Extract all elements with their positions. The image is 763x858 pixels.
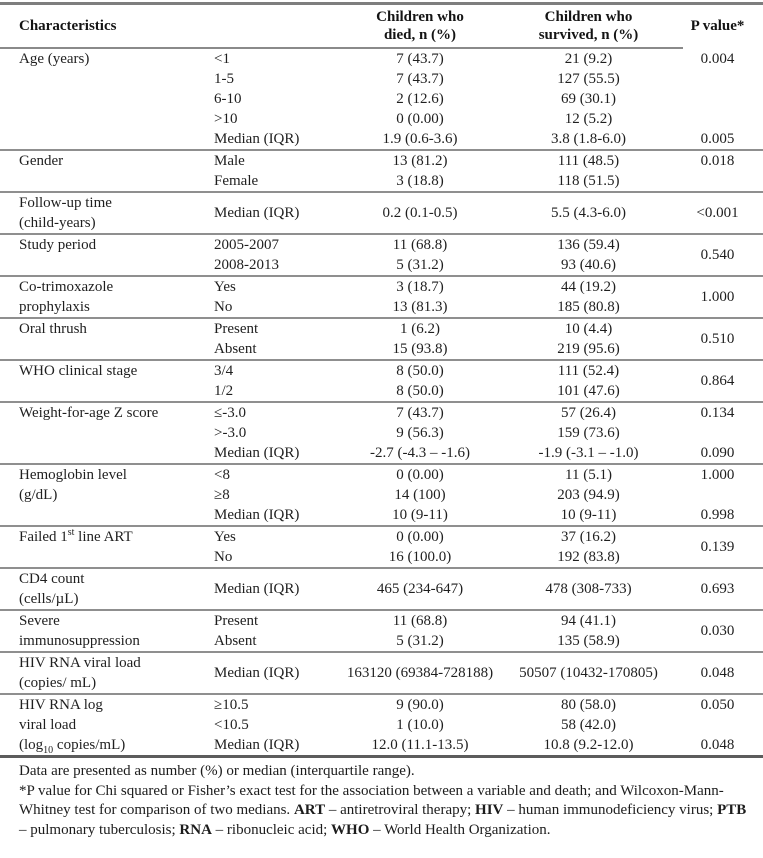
died-value-cell: 11 (68.8): [392, 237, 448, 253]
row-label: Gender: [19, 153, 64, 169]
table-section: [0, 463, 763, 525]
table-body: [0, 49, 763, 755]
subcategory-cell: <10.5: [214, 717, 249, 733]
table-section: [0, 651, 763, 693]
p-value-cell: 0.004: [700, 51, 735, 67]
c3-column: [335, 277, 505, 317]
row-label: viral load: [19, 717, 77, 733]
row-label: (copies/ mL): [19, 675, 97, 691]
died-value-cell: 2 (12.6): [396, 91, 444, 107]
row-label: Co-trimoxazole: [19, 279, 114, 295]
p-value-cell: 0.139: [700, 539, 735, 555]
p-value-cell: 0.048: [700, 737, 735, 753]
row-label-part: copies/mL): [53, 737, 126, 753]
subcategory-cell: No: [214, 549, 233, 565]
p-value-cell: 0.005: [700, 131, 735, 147]
subcategory-cell: 2005-2007: [214, 237, 279, 253]
c2-column: [210, 193, 335, 233]
footnote-text: – ribonucleic acid;: [211, 821, 332, 838]
c2-column: [210, 527, 335, 567]
died-value-cell: 0 (0.00): [396, 467, 444, 483]
died-value-cell: 5 (31.2): [396, 633, 444, 649]
died-value-cell: 465 (234-647): [376, 581, 464, 597]
p-value-cell: 0.018: [700, 153, 735, 169]
footnote-text: – human immunodeficiency virus;: [503, 802, 718, 818]
table-section: [0, 693, 763, 755]
characteristic-label-column: [0, 611, 210, 651]
c2-column: [210, 235, 335, 275]
p-value-cell: [672, 715, 763, 735]
abbreviation: WHO: [331, 821, 370, 838]
p-value-cell: 0.134: [700, 405, 735, 421]
table-section: [0, 567, 763, 609]
c3-column: [335, 611, 505, 651]
table-section: [0, 149, 763, 191]
header-children-died-line1: Children who: [376, 9, 464, 25]
header-children-died-line2: died, n (%): [383, 27, 457, 43]
p-value-cell: 1.000: [700, 289, 735, 305]
characteristic-label-column: [0, 403, 210, 463]
p-value-cell: 0.048: [700, 665, 735, 681]
c3-column: [335, 319, 505, 359]
subcategory-cell: Median (IQR): [214, 581, 300, 597]
survived-value-cell: 80 (58.0): [561, 697, 616, 713]
row-label: Age (years): [19, 51, 90, 67]
subcategory-cell: Female: [214, 173, 259, 189]
p-value-column: [672, 151, 763, 191]
survived-value-cell: 10.8 (9.2-12.0): [543, 737, 634, 753]
c2-column: [210, 277, 335, 317]
row-label: Follow-up time: [19, 195, 112, 211]
header-characteristics: Characteristics: [19, 17, 117, 34]
survived-value-cell: 127 (55.5): [557, 71, 620, 87]
died-value-cell: 7 (43.7): [396, 51, 444, 67]
subcategory-cell: ≤-3.0: [214, 405, 246, 421]
c3-column: [335, 569, 505, 609]
c2-column: [210, 403, 335, 463]
survived-value-cell: 192 (83.8): [557, 549, 620, 565]
characteristic-label-column: [0, 151, 210, 191]
subcategory-cell: ≥8: [214, 487, 230, 503]
p-value-column: [672, 527, 763, 567]
subcategory-cell: Male: [214, 153, 245, 169]
footnote-data-presentation: Data are presented as number (%) or median (interquartile range).: [19, 763, 415, 779]
subcategory-cell: 1-5: [214, 71, 234, 87]
died-value-cell: 3 (18.8): [396, 173, 444, 189]
subcategory-cell: Absent: [214, 633, 257, 649]
characteristic-label-column: [0, 319, 210, 359]
c2-column: [210, 569, 335, 609]
c4-column: [505, 465, 672, 525]
abbreviation: PTB: [717, 802, 747, 818]
c4-column: [505, 569, 672, 609]
p-value-cell: <0.001: [696, 205, 739, 221]
c3-column: [335, 695, 505, 755]
died-value-cell: 14 (100): [394, 487, 446, 503]
died-value-cell: 1 (10.0): [396, 717, 444, 733]
p-value-cell: [672, 69, 763, 89]
survived-value-cell: 219 (95.6): [557, 341, 620, 357]
died-value-cell: 163120 (69384-728188): [346, 665, 494, 681]
characteristic-label-column: [0, 465, 210, 525]
survived-value-cell: 57 (26.4): [561, 405, 616, 421]
c4-column: [505, 611, 672, 651]
survived-value-cell: 159 (73.6): [557, 425, 620, 441]
characteristic-label-column: [0, 235, 210, 275]
row-label: CD4 count: [19, 571, 85, 587]
p-value-column: [672, 569, 763, 609]
survived-value-cell: 58 (42.0): [561, 717, 616, 733]
table-section: [0, 233, 763, 275]
table-section: [0, 359, 763, 401]
survived-value-cell: 111 (48.5): [557, 153, 620, 169]
characteristic-label-column: [0, 361, 210, 401]
c4-column: [505, 235, 672, 275]
c4-column: [505, 319, 672, 359]
subcategory-cell: Present: [214, 613, 259, 629]
died-value-cell: 9 (90.0): [396, 697, 444, 713]
characteristic-label-column: [0, 277, 210, 317]
c2-column: [210, 151, 335, 191]
p-value-cell: [672, 423, 763, 443]
c4-column: [505, 527, 672, 567]
survived-value-cell: 12 (5.2): [564, 111, 613, 127]
subcategory-cell: Absent: [214, 341, 257, 357]
subcategory-cell: Median (IQR): [214, 507, 300, 523]
table-section: [0, 49, 763, 149]
subcategory-cell: Present: [214, 321, 259, 337]
died-value-cell: 10 (9-11): [392, 507, 448, 523]
died-value-cell: 12.0 (11.1-13.5): [371, 737, 469, 753]
footnote-text: – antiretroviral therapy;: [325, 802, 476, 818]
survived-value-cell: 3.8 (1.8-6.0): [551, 131, 626, 147]
abbreviation: ART: [293, 802, 326, 818]
row-label: Oral thrush: [19, 321, 87, 337]
c4-column: [505, 403, 672, 463]
c4-column: [505, 361, 672, 401]
row-label: Hemoglobin level: [19, 467, 127, 483]
subcategory-cell: ≥10.5: [214, 697, 249, 713]
p-value-column: [672, 235, 763, 275]
p-value-column: [672, 611, 763, 651]
p-value-cell: [672, 171, 763, 191]
subcategory-cell: Median (IQR): [214, 737, 300, 753]
row-label-part: st: [67, 527, 75, 538]
p-value-cell: 0.510: [700, 331, 735, 347]
c3-column: [335, 403, 505, 463]
died-value-cell: 9 (56.3): [396, 425, 444, 441]
survived-value-cell: 94 (41.1): [561, 613, 616, 629]
characteristic-label-column: [0, 527, 210, 567]
footnote-text: – World Health Organization.: [369, 821, 551, 838]
c2-column: [210, 49, 335, 149]
survived-value-cell: 118 (51.5): [557, 173, 620, 189]
c2-column: [210, 465, 335, 525]
p-value-cell: 0.693: [700, 581, 735, 597]
row-label-part: line ART: [74, 529, 133, 545]
survived-value-cell: 50507 (10432-170805): [519, 665, 658, 681]
survived-value-cell: 21 (9.2): [564, 51, 613, 67]
p-value-column: [672, 465, 763, 525]
header-children-survived-line2: survived, n (%): [538, 27, 639, 43]
characteristic-label-column: [0, 569, 210, 609]
died-value-cell: -2.7 (-4.3 – -1.6): [370, 445, 470, 461]
p-value-column: [672, 193, 763, 233]
c4-column: [505, 695, 672, 755]
subcategory-cell: Median (IQR): [214, 131, 300, 147]
characteristics-table-page: [0, 2, 763, 858]
row-label: Weight-for-age Z score: [19, 405, 159, 421]
table-section: [0, 609, 763, 651]
died-value-cell: 13 (81.2): [392, 153, 448, 169]
row-label: Severe: [19, 613, 60, 629]
abbreviation: HIV: [475, 802, 504, 818]
p-value-column: [672, 319, 763, 359]
c4-column: [505, 277, 672, 317]
survived-value-cell: 135 (58.9): [557, 633, 620, 649]
c3-column: [335, 465, 505, 525]
abbreviation: RNA: [179, 821, 212, 838]
c3-column: [335, 151, 505, 191]
survived-value-cell: -1.9 (-3.1 – -1.0): [538, 445, 639, 461]
c2-column: [210, 611, 335, 651]
subcategory-cell: 2008-2013: [214, 257, 279, 273]
row-label-part: 10: [43, 745, 54, 756]
c3-column: [335, 235, 505, 275]
table-section: [0, 275, 763, 317]
table-section: [0, 191, 763, 233]
p-value-cell: [672, 89, 763, 109]
subcategory-cell: <8: [214, 467, 230, 483]
p-value-cell: 0.540: [700, 247, 735, 263]
p-value-cell: 0.050: [700, 697, 735, 713]
c4-column: [505, 49, 672, 149]
survived-value-cell: 136 (59.4): [557, 237, 620, 253]
subcategory-cell: >10: [214, 111, 238, 127]
p-value-column: [672, 361, 763, 401]
died-value-cell: 15 (93.8): [392, 341, 448, 357]
row-label-part: Failed 1: [19, 529, 68, 545]
header-children-died: [335, 8, 505, 44]
footnote-p-value-note: [19, 782, 751, 841]
p-value-column: [672, 49, 763, 149]
p-value-cell: [672, 109, 763, 129]
died-value-cell: 13 (81.3): [392, 299, 448, 315]
died-value-cell: 1 (6.2): [400, 321, 440, 337]
subcategory-cell: Median (IQR): [214, 665, 300, 681]
died-value-cell: 11 (68.8): [392, 613, 448, 629]
died-value-cell: 1.9 (0.6-3.6): [382, 131, 458, 147]
c3-column: [335, 193, 505, 233]
row-label: (child-years): [19, 215, 96, 231]
p-value-cell: 1.000: [700, 467, 735, 483]
row-label-part: (log: [19, 737, 44, 753]
c4-column: [505, 653, 672, 693]
subcategory-cell: 1/2: [214, 383, 234, 399]
p-value-cell: 0.090: [700, 445, 735, 461]
p-value-cell: 0.864: [700, 373, 735, 389]
died-value-cell: 5 (31.2): [396, 257, 444, 273]
subcategory-cell: Median (IQR): [214, 445, 300, 461]
died-value-cell: 8 (50.0): [396, 383, 444, 399]
p-value-column: [672, 653, 763, 693]
survived-value-cell: 44 (19.2): [561, 279, 616, 295]
p-value-cell: 0.998: [700, 507, 735, 523]
subcategory-cell: Median (IQR): [214, 205, 300, 221]
subcategory-cell: Yes: [214, 529, 236, 545]
table-section: [0, 401, 763, 463]
row-label: Study period: [19, 237, 97, 253]
row-label: (g/dL): [19, 487, 58, 503]
died-value-cell: 8 (50.0): [396, 363, 444, 379]
header-children-survived-line1: Children who: [544, 9, 633, 25]
survived-value-cell: 101 (47.6): [557, 383, 620, 399]
row-label: [0, 735, 210, 755]
died-value-cell: 3 (18.7): [396, 279, 444, 295]
characteristic-label-column: [0, 49, 210, 149]
c3-column: [335, 361, 505, 401]
died-value-cell: 0 (0.00): [396, 529, 444, 545]
survived-value-cell: 37 (16.2): [561, 529, 616, 545]
died-value-cell: 16 (100.0): [388, 549, 452, 565]
row-label: HIV RNA viral load: [19, 655, 141, 671]
survived-value-cell: 93 (40.6): [561, 257, 616, 273]
subcategory-cell: 6-10: [214, 91, 242, 107]
c3-column: [335, 653, 505, 693]
c2-column: [210, 361, 335, 401]
died-value-cell: 7 (43.7): [396, 71, 444, 87]
row-label: [0, 527, 210, 547]
c4-column: [505, 151, 672, 191]
subcategory-cell: No: [214, 299, 233, 315]
c2-column: [210, 653, 335, 693]
c2-column: [210, 319, 335, 359]
p-value-cell: [672, 485, 763, 505]
died-value-cell: 0.2 (0.1-0.5): [382, 205, 458, 221]
survived-value-cell: 10 (9-11): [560, 507, 617, 523]
subcategory-cell: <1: [214, 51, 230, 67]
p-value-column: [672, 277, 763, 317]
c2-column: [210, 695, 335, 755]
p-value-column: [672, 695, 763, 755]
c3-column: [335, 527, 505, 567]
died-value-cell: 7 (43.7): [396, 405, 444, 421]
footnote-text: *P value for Chi squared or Fisher’s exact test for the association between a variable and death; and Wilcoxon-Mann-Whitney test for comparison of two medians.: [19, 782, 724, 818]
characteristic-label-column: [0, 193, 210, 233]
table-section: [0, 525, 763, 567]
row-label: (cells/µL): [19, 591, 79, 607]
died-value-cell: 0 (0.00): [396, 111, 444, 127]
characteristic-label-column: [0, 695, 210, 755]
survived-value-cell: 69 (30.1): [561, 91, 616, 107]
survived-value-cell: 10 (4.4): [564, 321, 613, 337]
c4-column: [505, 193, 672, 233]
header-children-survived: [505, 8, 672, 44]
footnote-text: – pulmonary tuberculosis;: [19, 821, 180, 838]
header-p-value: P value*: [690, 18, 745, 34]
row-label: immunosuppression: [19, 633, 140, 649]
subcategory-cell: >-3.0: [214, 425, 247, 441]
survived-value-cell: 185 (80.8): [557, 299, 620, 315]
survived-value-cell: 11 (5.1): [565, 467, 612, 483]
survived-value-cell: 111 (52.4): [557, 363, 620, 379]
p-value-column: [672, 403, 763, 463]
survived-value-cell: 5.5 (4.3-6.0): [551, 205, 626, 221]
c3-column: [335, 49, 505, 149]
footnotes: [0, 758, 763, 840]
row-label: prophylaxis: [19, 299, 90, 315]
p-value-cell: 0.030: [700, 623, 735, 639]
survived-value-cell: 203 (94.9): [557, 487, 620, 503]
row-label: WHO clinical stage: [19, 363, 138, 379]
survived-value-cell: 478 (308-733): [545, 581, 632, 597]
row-label: HIV RNA log: [19, 697, 103, 713]
subcategory-cell: Yes: [214, 279, 236, 295]
table-section: [0, 317, 763, 359]
table-header: [0, 5, 763, 47]
characteristic-label-column: [0, 653, 210, 693]
subcategory-cell: 3/4: [214, 363, 234, 379]
